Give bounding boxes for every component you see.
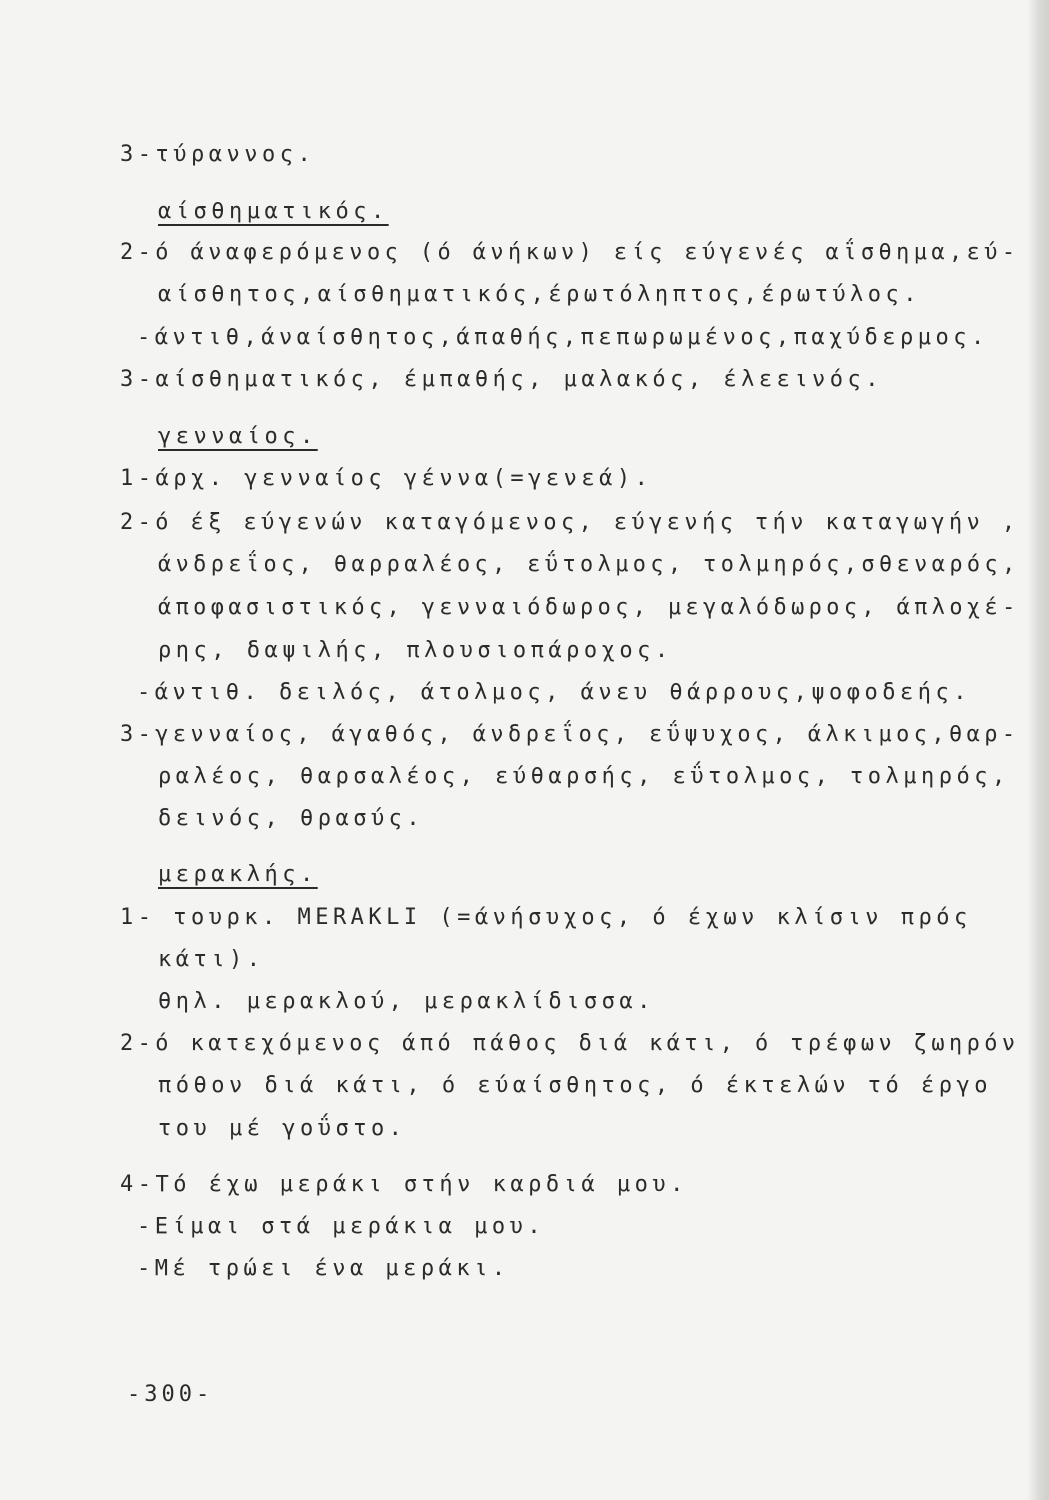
text-line: -Είμαι στά μεράκια μου. xyxy=(137,1214,546,1239)
text-line: κάτι). xyxy=(158,947,265,972)
text-line: θηλ. μερακλού, μερακλίδισσα. xyxy=(158,989,655,1014)
text-line: -άντιθ,άναίσθητος,άπαθής,πεπωρωμένος,παχύδερμος. xyxy=(137,325,989,350)
text-line: πόθον διά κάτι, ό εύαίσθητος, ό έκτελών τό έργο xyxy=(158,1073,993,1098)
text-line: 2-ό έξ εύγενών καταγόμενος, εύγενής τήν καταγωγήν , xyxy=(120,510,1020,535)
text-line: -Μέ τρώει ένα μεράκι. xyxy=(137,1256,510,1281)
entry-heading: γενναίος. xyxy=(158,424,318,449)
entry-heading: αίσθηματικός. xyxy=(158,199,389,224)
text-line: άποφασιστικός, γενναιόδωρος, μεγαλόδωρος, άπλοχέ- xyxy=(158,595,1020,620)
text-line: αίσθητος,αίσθηματικός,έρωτόληπτος,έρωτύλος. xyxy=(158,282,922,307)
text-line: 4-Τό έχω μεράκι στήν καρδιά μου. xyxy=(120,1172,688,1197)
text-line: ραλέος, θαρσαλέος, εύθαρσής, εΰτολμος, τολμηρός, xyxy=(158,764,1010,789)
text-line: 3-γενναίος, άγαθός, άνδρεΐος, εΰψυχος, άλκιμος,θαρ- xyxy=(120,722,1020,747)
text-line: 1-άρχ. γενναίος γέννα(=γενεά). xyxy=(120,466,653,491)
entry-heading: μερακλής. xyxy=(158,862,318,887)
text-line: 2-ό άναφερόμενος (ό άνήκων) είς εύγενές αΐσθημα,εύ- xyxy=(120,240,1020,265)
text-line: ρης, δαψιλής, πλουσιοπάροχος. xyxy=(158,638,673,663)
text-line: 1- τουρκ. MERAKLI (=άνήσυχος, ό έχων κλίσιν πρός xyxy=(120,905,972,930)
text-line: 3-αίσθηματικός, έμπαθής, μαλακός, έλεεινός. xyxy=(120,367,884,392)
text-line: του μέ γοΰστο. xyxy=(158,1116,407,1141)
text-line: 3-τύραννος. xyxy=(120,142,316,167)
text-line: 2-ό κατεχόμενος άπό πάθος διά κάτι, ό τρέφων ζωηρόν xyxy=(120,1031,1020,1056)
page-edge-shadow xyxy=(1027,0,1049,1500)
page-number: -300- xyxy=(127,1382,214,1407)
text-line: -άντιθ. δειλός, άτολμος, άνευ θάρρους,ψοφοδεής. xyxy=(137,680,972,705)
text-line: δεινός, θρασύς. xyxy=(158,806,425,831)
text-line: άνδρεΐος, θαρραλέος, εΰτολμος, τολμηρός,σθεναρός, xyxy=(158,552,1020,577)
